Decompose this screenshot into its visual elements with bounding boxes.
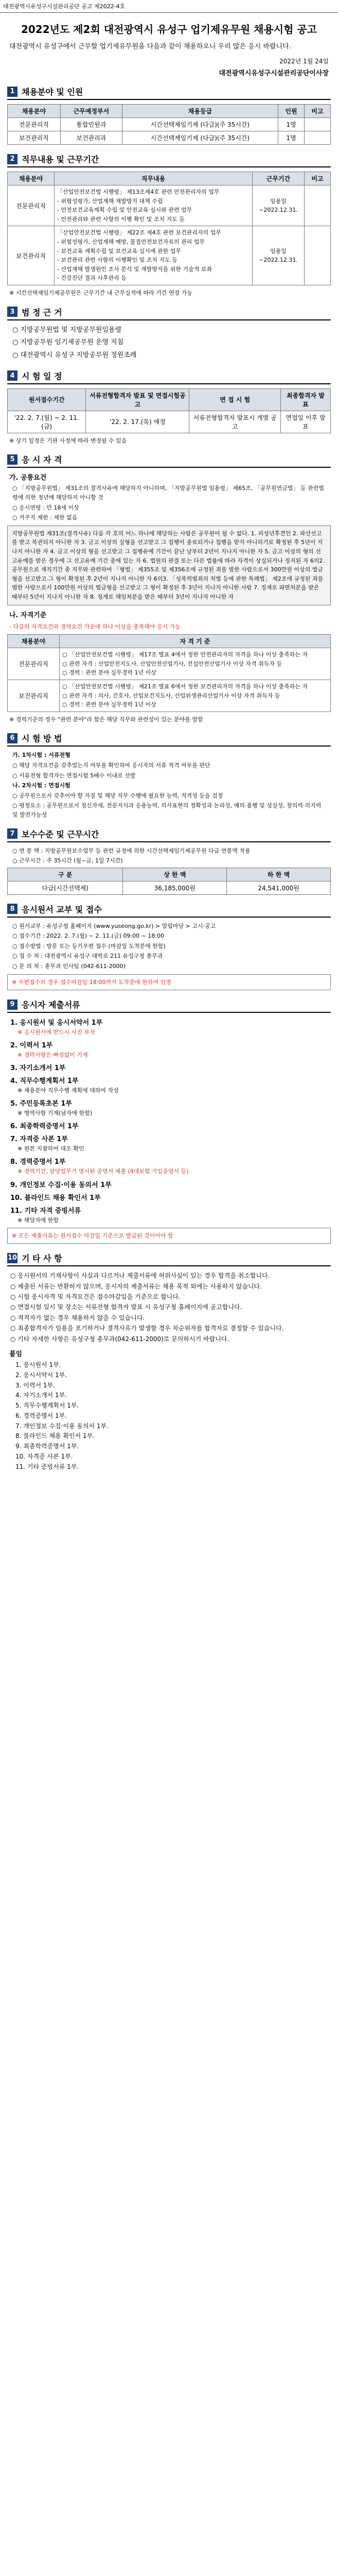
list-item: ○ 「지방공무원법」 제31조의 결격사유에 해당하지 아니하며, 「지방공무원법 임용령」 제65조, 「공무원연금법」 등 관련법령에 의한 정년에 해당하지 아니할 것 [12,485,324,501]
section-title: 직무내용 및 근무기간 [22,155,99,165]
table-cell: 전문관리직 [8,185,55,226]
table-cell: '22. 2. 7.(월) ~ 2. 11.(금) [8,411,86,433]
duty-list [55,226,253,285]
section-number: 5 [7,454,17,465]
section-title: 응시자 제출서류 [22,1000,80,1010]
document-item: 6. 최종학력증명서 1부 [10,1123,79,1131]
attachment-item: 8. 블라인드 채용 확인서 1부. [15,1432,95,1440]
attachment-item: 1. 응시원서 1부. [15,1361,61,1368]
duty-line: - 안전관리와 관련 사항의 이행 확인 및 조치 지도 등 [57,215,185,223]
qualification-list [60,680,331,711]
list-item: ○ 근무시간 : 주 35시간 (월~금, 1일 7시간) [12,857,123,865]
duty-table [7,172,331,285]
table-cell: 면접일 이후 발표 [280,411,330,433]
document-detail: ※ 응시원서에 반드시 사진 부착 [17,1029,95,1036]
table-cell: 보건관리직 [8,226,55,285]
list-item: ○ 접수기간 : 2022. 2. 7.(월) ~ 2. 11.(금) 09:00 ~ 18:00 [12,933,164,940]
duty-line: - 안전보건교육계획 수립 및 안전교육 실시와 관련 업무 [57,207,192,214]
list-item: ○ 해당 자격요건을 갖추었는지 여부를 확인하여 응시자의 서류 적격 여부를 판단 [12,761,210,769]
table-cell [305,185,331,226]
section-number: 10 [7,1253,17,1263]
document-detail: ※ 경력사항은 빠짐없이 기재 [17,1052,88,1059]
table-cell [305,226,331,285]
other-notes-list [10,1270,328,1344]
table-header: 채용분야 [8,635,60,648]
pay-list [12,846,326,866]
section-7-header [7,828,331,842]
table-header: 채용분야 [8,105,61,118]
qual-line: ○ 관련 자격 : 의사, 간호사, 산업보건지도사, 산업위생관리산업기사 이상 자격 취득자 등 [62,692,280,699]
schedule-note: ※ 상기 일정은 기관 사정에 따라 변경될 수 있음 [9,437,127,444]
duty-line: - 산업재해 발생원인 조사 분석 및 재발방지를 위한 기술적 보좌 [57,265,212,273]
legal-basis-list [12,325,326,362]
table-header: 근무예정부서 [60,105,122,118]
table-cell: 시간선택제임기제 (다급)(주 35시간) [122,131,278,145]
table-header: 채용등급 [122,105,278,118]
attachment-item: 11. 기타 증빙서류 1부. [15,1463,79,1470]
intro-text: 대전광역시 유성구에서 근무할 업기제유무원을 다음과 같이 채용하오니 우리 많은 응시 바랍니다. [9,43,291,50]
document-item: 1. 응시원서 및 응시서약서 1부 [10,1019,103,1027]
table-header: 상 한 액 [123,868,227,881]
section-title: 범 정 근 거 [22,307,62,317]
qual-line: ○ 경력 : 관련 분야 실무경력 1년 이상 [62,669,156,676]
notice-date: 2022년 1월 24일 [279,58,329,65]
table-header: 원서접수기간 [8,388,86,411]
list-item: ○ 평정요소 : 공무원으로서 정신자세, 전문지식과 응용능력, 의사표현의 정확성과 논리성, 예의·품행 및 성실성, 창의력·의지력 및 발전가능성 [12,802,322,818]
table-cell: 1명 [278,118,305,131]
qualification-note: - 다음의 자격요건과 경력요건 가운데 하나 이상을 충족해야 응시 가능 [9,623,181,630]
section-number: 6 [7,733,17,743]
section-title: 보수수준 및 근무시간 [22,829,99,839]
table-cell: 보건관리직 [8,131,61,145]
table-header: 서류전형합격자 발표 및 면접시험공고 [86,388,189,411]
table-cell: 보건관리과 [60,131,122,145]
duty-list [55,185,253,226]
attachment-item: 6. 경력증명서 1부. [15,1412,67,1419]
document-detail: ※ 해당자에 한함 [17,1216,59,1224]
table-header: 하 한 액 [227,868,331,881]
table-cell: 다급(시간선택제) [8,881,123,894]
list-item: ○ 면접시험 일시 및 장소는 서류전형 합격자 발표 시 유성구청 홈페이지에 공고합니다. [10,1303,242,1311]
table-cell: 시간선택제임기제 (다급)(주 35시간) [122,118,278,131]
list-item: ○ 제출된 서류는 반환하지 않으며, 응시자의 제출서류는 채용 목적 외에는 사용하지 않습니다. [10,1282,262,1290]
list-item: 가. 1차시험 : 서류전형 [12,752,70,759]
section-title: 응시원서 교부 및 접수 [22,904,102,914]
notice-title: 2022년도 제2회 대전광역시 유성구 업기제유무원 채용시험 공고 [21,23,317,36]
list-item: ○ 접수방법 : 방문 또는 등기우편 접수 (마감일 도착분에 한함) [12,942,166,950]
document-detail: ※ 경력기간, 담당업무가 명시된 증명서 제출 (4대보험 가입증명서 등) [17,1168,189,1175]
document-item: 4. 직무수행계획서 1부 [10,1077,79,1086]
attachment-item: 7. 개인정보 수집·이용 동의서 1부. [15,1422,109,1430]
duty-note: ※ 시간선택제임기제공무원은 근무기간 내 근무실적에 따라 기간 연장 가능 [9,290,192,297]
recruit-table [7,104,331,145]
issuing-org: 대전광역시유성구시설관리공단이사장 [219,70,329,78]
duty-line: - 보건관리 관련 사항의 이행확인 및 조치 지도 등 [57,257,177,264]
table-cell [304,118,330,131]
table-cell: '22. 2. 17.(목) 예정 [86,411,189,433]
duty-line: - 위험성평가, 산업재해 예방, 물질안전보건자료의 관리 업무 [57,239,205,246]
document-item: 9. 개인정보 수집·이용 동의서 1부 [10,1181,112,1189]
document-item: 8. 경력증명서 1부 [10,1158,66,1166]
schedule-table [7,388,331,433]
section-title: 시 험 일 정 [22,371,62,381]
common-requirements-heading: 가. 공통요건 [9,474,47,482]
section-title: 기 타 사 항 [22,1253,62,1264]
list-item: ○ 거주지 제한 : 제한 없음 [12,514,78,521]
list-item: ○ 지방공무원법 및 지방공무원임용령 [12,326,122,334]
section-number: 4 [7,370,17,381]
table-row [8,411,331,433]
document-item: 5. 주민등록초본 1부 [10,1100,72,1108]
qualification-footnote: ※ 경력기준의 경우 "관련 분야"라 함은 해당 직무와 관련성이 있는 분야를 말함 [9,716,203,723]
list-item: 나. 2차시험 : 면접시험 [12,782,70,789]
duty-line: 「산업안전보건법 시행령」 제13조제4호 관련 안전관리자의 업무 [57,189,220,196]
table-cell: 36,185,000원 [123,881,227,894]
list-item: ○ 응시원서의 기재사항이 사실과 다르거나 제출서류에 허위사실이 있는 경우 합격을 취소합니다. [10,1272,270,1280]
attachments-list [15,1360,323,1472]
table-header: 근무기간 [253,172,305,185]
section-9-header [7,998,331,1013]
table-header: 비고 [304,105,330,118]
table-header: 자 격 기 준 [60,635,331,648]
document-item: 3. 자기소개서 1부 [10,1064,66,1073]
table-header: 채용분야 [8,172,55,185]
documents-list [0,1017,338,1224]
document-item: 2. 이력서 1부 [10,1042,53,1050]
qual-line: ○ 경력 : 관련 분야 실무경력 1년 이상 [62,701,156,708]
salary-table [7,868,331,895]
application-list [12,922,326,971]
attachment-item: 3. 이력서 1부. [15,1381,55,1389]
list-item: ○ 대전광역시 유성구 지방공무원 정원조례 [12,351,137,360]
table-cell: 1명 [278,131,305,145]
list-item: ○ 적격자가 없는 경우 채용하지 않을 수 있습니다. [10,1314,145,1321]
exam-method-list [12,751,326,819]
table-cell: 전문관리직 [8,118,61,131]
table-row [8,680,331,711]
section-title: 시 험 방 법 [22,734,62,744]
section-number: 3 [7,307,17,317]
qualification-heading: 나. 자격기준 [9,611,47,619]
document-detail: ※ 병역사항 기재(남자에 한함) [17,1110,93,1117]
section-number: 1 [7,87,17,97]
table-header: 최종합격자 발 표 [280,388,330,411]
table-header: 면 접 시 험 [189,388,280,411]
table-row [8,118,331,131]
qualification-list [60,648,331,680]
document-item: 10. 블라인드 채용 확인서 1부 [10,1194,101,1202]
table-row [8,648,331,680]
document-detail: ※ 원본 지참하여 대조 확인 [17,1145,84,1153]
qual-line: ○ 「산업안전보건법 시행령」 제21조 별표 6에서 정한 보건관리자의 자격을 하나 이상 충족하는 자 [62,683,308,690]
duty-line: - 위험성평가, 산업재해 재발방지 대책 수립 [57,197,163,205]
attachment-item: 9. 최종학력증명서 1부. [15,1443,79,1450]
table-cell: 서류전형합격자 발표시 개별 공고 [189,411,280,433]
duty-line: - 건강진단 결과 사후관리 등 [57,275,127,282]
list-item: ○ 최종합격자가 임용을 포기하거나 결격사유가 발생할 경우 차순위자를 합격자로 결정할 수 있습니다. [10,1325,284,1332]
documents-note: ※ 모든 제출서류는 원서접수 마감일 기준으로 발급된 것이어야 함 [7,1228,331,1244]
section-5-header [7,453,331,468]
qual-line: ○ 관련 자격 : 산업안전지도사, 산업안전산업기사, 건설안전산업기사 이상 자격 취득자 등 [62,660,282,667]
table-cell: 보건관리직 [8,680,60,711]
list-item: ○ 접 수 처 : 대전광역시 유성구 대학로 211 유성구청 총무과 [12,953,163,960]
section-title: 채용분야 및 인원 [22,87,83,97]
disqualification-box: 지방공무원법 제31조(결격사유) 다음 각 호의 어느 하나에 해당하는 사람은 공무원이 될 수 없다. 1. 피성년후견인 2. 파산선고를 받고 복권되지 아니한 자 3. 금고 이상의 실형을 선고받고 그 집행이 종료되거나 집행을 받지 아니하기로 확정된 후 5년이 지나지 아니한 자 4. 금고 이상의 형을 선고받고 그 집행유예 기간이 끝난 날부터 2년이 지나지 아니한 자 5. 금고 이상의 형의 선고유예를 받은 경우에 그 선고유예 기간 중에 있는 자 6. 법원의 판결 또는 다른 법률에 따라 자격이 상실되거나 정지된 자 6의2. 공무원으로 재직기간 중 직무와 관련하여 「형법」 제355조 및 제356조에 규정된 죄를 범한 사람으로서 300만원 이상의 벌금형을 선고받고 그 형이 확정된 후 2년이 지나지 아니한 자 6의3. 「성폭력범죄의 처벌 등에 관한 특례법」 제2조에 규정된 죄를 범한 사람으로서 100만원 이상의 벌금형을 선고받고 그 형이 확정된 후 3년이 지나지 아니한 사람 7. 징계로 파면처분을 받은 때부터 5년이 지나지 아니한 자 8. 징계로 해임처분을 받은 때부터 3년이 지나지 아니한 자 [7,526,331,605]
section-number: 2 [7,154,17,164]
list-item: ○ 기타 자세한 사항은 유성구청 총무과(042-611-2000)로 문의하시기 바랍니다. [10,1335,229,1343]
attachment-item: 5. 직무수행계획서 1부. [15,1402,79,1410]
table-header: 구 분 [8,868,123,881]
section-number: 8 [7,904,17,914]
table-header: 직무내용 [55,172,253,185]
list-item: ○ 원서교부 : 유성구청 홈페이지 (www.yuseong.go.kr) > 알림마당 > 고시·공고 [12,922,216,929]
duty-line: - 보건교육 계획수립 및 보건교육 실시에 관한 업무 [57,247,181,255]
table-cell: 임용일~2022.12.31. [253,185,305,226]
document-item: 7. 자격증 사본 1부 [10,1136,68,1144]
attachment-item: 2. 응시서약서 1부. [15,1371,67,1379]
application-note: ※ 우편접수의 경우 접수마감일 18:00까지 도착분에 한하여 인정 [7,974,331,991]
table-cell: 임용일~2022.12.31. [253,226,305,285]
attachment-item: 10. 자격증 사본 1부. [15,1453,73,1461]
list-item: ○ 지방공무원 임기제공무원 운영 지침 [12,338,124,347]
common-requirements-list [12,484,326,522]
list-item: ○ 문 의 처 : 총무과 인사팀 (042-611-2000) [12,963,126,970]
list-item: ○ 응시연령 : 만 18세 이상 [12,504,79,511]
section-4-header [7,370,331,384]
document-item: 11. 기타 자격 증빙서류 [10,1207,81,1215]
section-number: 7 [7,828,17,839]
table-header: 인원 [278,105,305,118]
list-item: ○ 서류전형 합격자는 면접시험 5배수 이내로 선발 [12,772,136,779]
table-cell: 통합민원과 [60,118,122,131]
table-row [8,226,331,285]
section-number: 9 [7,999,17,1010]
table-row [8,881,331,894]
notice-number: 대전광역시유성구시설관리공단 공고 제2022-4호 [0,0,338,13]
list-item: ○ 시험 응시자격 및 자격요건은 접수마감일을 기준으로 합니다. [10,1293,181,1300]
section-2-header [7,153,331,167]
attachments-heading: 붙임 [9,1350,23,1358]
table-cell: 전문관리직 [8,648,60,680]
section-8-header [7,903,331,918]
section-6-header [7,732,331,747]
section-title: 응 시 자 격 [22,455,62,465]
list-item: ○ 연 봉 액 : 지방공무원보수업무 등 관련 규정에 의한 시간선택제임기제공무원 다급 연봉액 적용 [12,847,251,854]
list-item: ○ 공무원으로서 갖추어야 할 자질 및 해당 직무 수행에 필요한 능력, 적격성 등을 검정 [12,792,223,799]
table-cell [304,131,330,145]
section-10-header [7,1252,331,1266]
table-row [8,131,331,145]
duty-line: 「산업안전보건법 시행령」 제22조 제4호 관련 보건관리자의 업무 [57,229,221,236]
qual-line: ○ 「산업안전보건법 시행령」 제17조 별표 4에서 정한 안전관리자의 자격을 하나 이상 충족하는 자 [62,651,308,658]
section-3-header [7,306,331,320]
table-row [8,185,331,226]
qualification-table [7,634,331,712]
section-1-header [7,86,331,100]
document-detail: ※ 채용분야 직무수행 계획에 대하여 작성 [17,1087,119,1094]
attachment-item: 4. 자기소개서 1부. [15,1392,67,1399]
table-cell: 24,541,000원 [227,881,331,894]
table-header: 비고 [305,172,331,185]
